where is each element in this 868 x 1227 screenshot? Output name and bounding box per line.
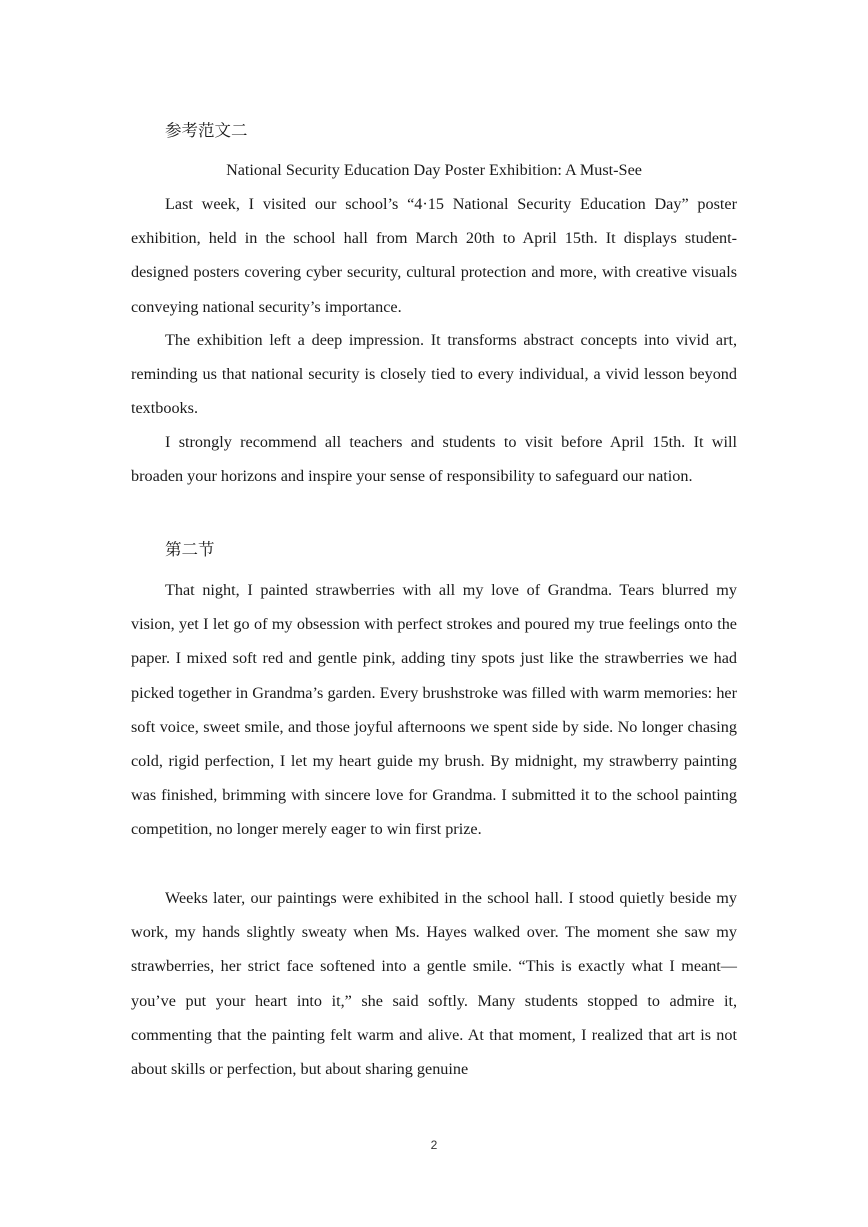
paragraph-5: Weeks later, our paintings were exhibited in the school hall. I stood quietly beside my work, my hands slightly sweaty when Ms. Hayes walked over. The moment she saw my strawberries, her strict face softened into a gentle smile. “This is exactly what I meant—you’ve put your heart into it,” she said softly. Many students stopped to admire it, commenting that the painting felt warm and alive. At that moment, I realized that art is not about skills or perfection, but about sharing genuine [131, 889, 737, 1079]
section-heading-reference-essay: 参考范文二 [165, 121, 248, 140]
paragraph-3: I strongly recommend all teachers and students to visit before April 15th. It will broaden your horizons and inspire your sense of responsibility to safeguard our nation. [131, 433, 737, 486]
page-number: 2 [430, 1138, 438, 1152]
essay-title: National Security Education Day Poster Exhibition: A Must-See [226, 161, 642, 179]
paragraph-1: Last week, I visited our school’s “4·15 National Security Education Day” poster exhibition, held in the school hall from March 20th to April 15th. It displays student-designed posters covering cyber security, cultural protection and more, with creative visuals conveying national security’s importance. [131, 195, 737, 316]
paragraph-2: The exhibition left a deep impression. It transforms abstract concepts into vivid art, reminding us that national security is closely tied to every individual, a vivid lesson beyond textbooks. [131, 331, 737, 418]
section-heading-part-two: 第二节 [165, 540, 215, 559]
paragraph-4: That night, I painted strawberries with all my love of Grandma. Tears blurred my vision, yet I let go of my obsession with perfect strokes and poured my true feelings onto the paper. I mixed soft red and gentle pink, adding tiny spots just like the strawberries we had picked together in Grandma’s garden. Every brushstroke was filled with warm memories: her soft voice, sweet smile, and those joyful afternoons we spent side by side. No longer chasing cold, rigid perfection, I let my heart guide my brush. By midnight, my strawberry painting was finished, brimming with sincere love for Grandma. I submitted it to the school painting competition, no longer merely eager to win first prize. [131, 581, 737, 839]
